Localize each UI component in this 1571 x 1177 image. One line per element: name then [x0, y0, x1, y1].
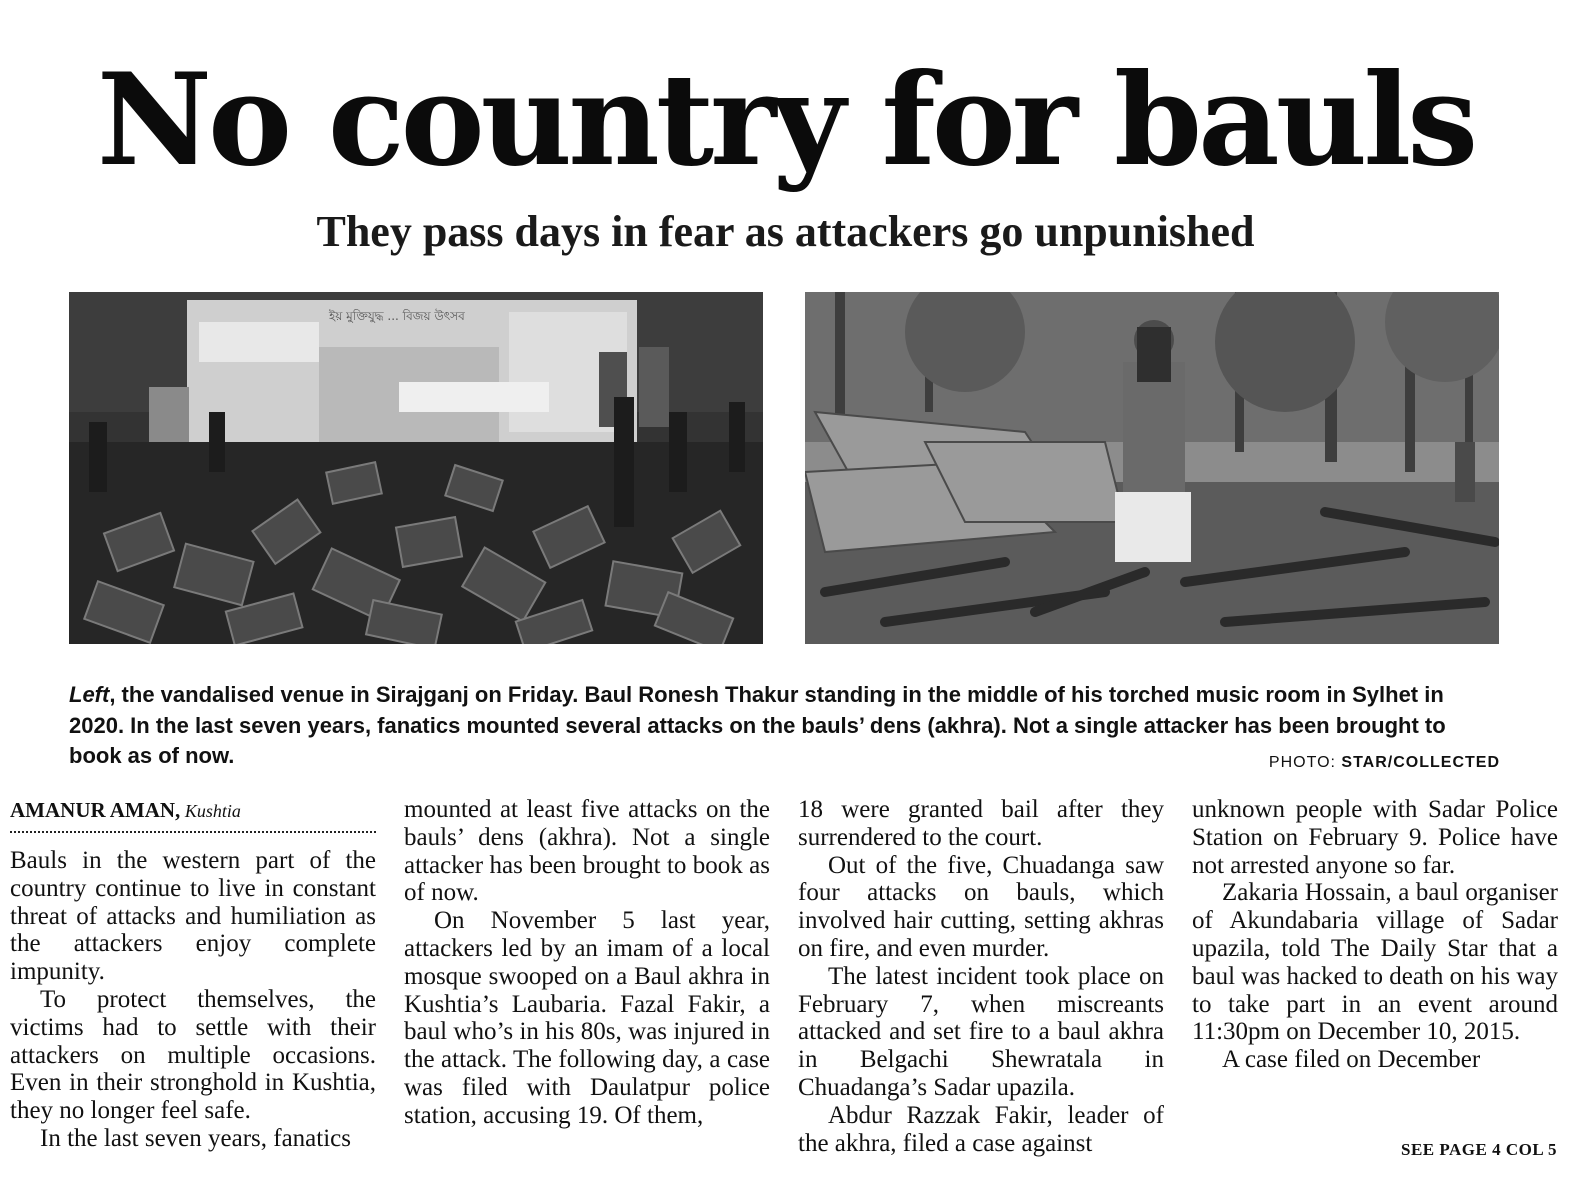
paragraph: 18 were granted bail after they surrendered to the court.	[798, 796, 1164, 851]
paragraph: To protect themselves, the victims had to settle with their attackers on multiple occasions. Even in their stronghold in Kushtia, they no longer feel safe.	[10, 985, 376, 1125]
paragraph: unknown people with Sadar Police Station on February 9. Police have not arrested anyone so far.	[1192, 796, 1558, 879]
paragraph: Abdur Razzak Fakir, leader of the akhra, filed a case against	[798, 1101, 1164, 1157]
byline	[10, 796, 376, 833]
article-column-1	[10, 796, 376, 1153]
photo-credit	[1269, 754, 1500, 772]
continuation-jump-line: SEE PAGE 4 COL 5	[1401, 1140, 1557, 1159]
subheadline: They pass days in fear as attackers go unpunished	[316, 207, 1255, 256]
article-column-4	[1192, 796, 1558, 1074]
caption-lead: Left	[69, 682, 110, 707]
credit-value: STAR/COLLECTED	[1341, 754, 1500, 771]
paragraph: The latest incident took place on February 7, when miscreants attacked and set fire to a baul akhra in Belgachi Shewratala in Chuadanga’s Sadar upazila.	[798, 962, 1164, 1101]
byline-place: Kushtia	[180, 801, 241, 821]
headline: No country for bauls	[96, 46, 1475, 194]
photo-left-vandalised-venue	[69, 292, 763, 644]
photo-right-torched-music-room	[805, 292, 1499, 644]
caption-text: , the vandalised venue in Sirajganj on Friday. Baul Ronesh Thakur standing in the middle of his torched music room in Sylhet in 2020. In the last seven years, fanatics mounted several attacks on the bauls’ dens (akhra). Not a single attacker has been brought to book as of now.	[69, 682, 1446, 768]
venue-photo-illustration	[69, 292, 763, 644]
torched-room-photo-illustration	[805, 292, 1499, 644]
article-column-3	[798, 796, 1164, 1157]
credit-label: PHOTO:	[1268, 754, 1342, 771]
byline-name: AMANUR AMAN,	[10, 798, 181, 822]
paragraph: Bauls in the western part of the country continue to live in constant threat of attacks and humiliation as the attackers enjoy complete impunity.	[10, 847, 376, 986]
article-column-2	[404, 796, 770, 1130]
paragraph: A case filed on December	[1222, 1046, 1481, 1074]
paragraph: Out of the five, Chuadanga saw four attacks on bauls, which involved hair cutting, setting akhras on fire, and even murder.	[798, 851, 1164, 962]
paragraph: Zakaria Hossain, a baul organiser of Akundabaria village of Sadar upazila, told The Daily Star that a baul was hacked to death on his way to take part in an event around 11:30pm on December 10, 2015.	[1192, 879, 1558, 1046]
paragraph: On November 5 last year, attackers led by an imam of a local mosque swooped on a Baul akhra in Kushtia’s Laubaria. Fazal Fakir, a baul who’s in his 80s, was injured in the attack. The following day, a case was filed with Daulatpur police station, accusing 19. Of them,	[404, 907, 770, 1129]
paragraph: In the last seven years, fanatics	[40, 1124, 351, 1152]
venue-banner-text: ইয় মুক্তিযুদ্ধ ... বিজয় উৎসব	[329, 309, 465, 323]
paragraph: mounted at least five attacks on the bauls’ dens (akhra). Not a single attacker has been brought to book as of now.	[404, 796, 770, 907]
